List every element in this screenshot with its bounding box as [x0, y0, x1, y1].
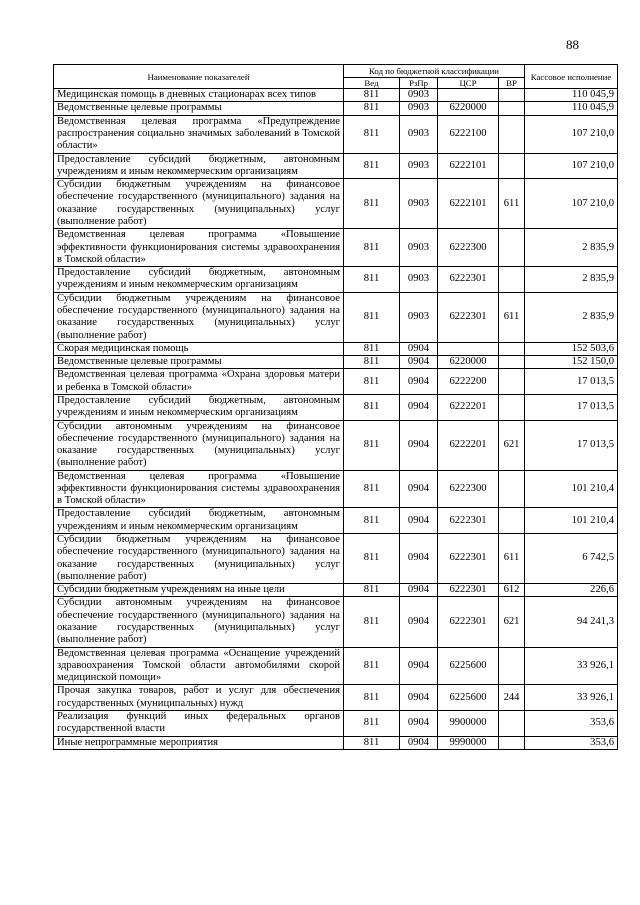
row-csr: 6222300	[438, 229, 499, 267]
row-vr: 611	[499, 179, 525, 229]
row-csr	[438, 89, 499, 102]
row-csr: 6222301	[438, 508, 499, 534]
row-csr: 6225600	[438, 685, 499, 711]
row-vr	[499, 356, 525, 369]
table-row	[54, 647, 618, 685]
row-rzpr: 0904	[400, 685, 438, 711]
table-body	[54, 89, 618, 750]
row-csr: 6222301	[438, 597, 499, 647]
row-rzpr: 0904	[400, 584, 438, 597]
row-csr: 6222101	[438, 179, 499, 229]
table-row	[54, 685, 618, 711]
row-amount: 226,6	[525, 584, 618, 597]
row-vr	[499, 267, 525, 293]
row-csr: 6225600	[438, 647, 499, 685]
row-name: Субсидии автономным учреждениям на финансовое обеспечение государственного (муниципального) задания на оказание государственных (муниципальных) услуг (выполнение работ)	[54, 597, 344, 647]
header-ved: Вед	[344, 78, 400, 89]
row-rzpr: 0904	[400, 356, 438, 369]
row-rzpr: 0904	[400, 597, 438, 647]
row-ved: 811	[344, 736, 400, 749]
row-name: Ведомственная целевая программа «Оснащение учреждений здравоохранения Томской области автомобилями скорой медицинской помощи»	[54, 647, 344, 685]
table-row	[54, 115, 618, 153]
row-csr: 6222301	[438, 534, 499, 584]
row-rzpr: 0903	[400, 153, 438, 179]
row-name: Предоставление субсидий бюджетным, автономным учреждениям и иным некоммерческим организациям	[54, 508, 344, 534]
row-amount: 33 926,1	[525, 647, 618, 685]
row-ved: 811	[344, 102, 400, 115]
row-csr: 6222301	[438, 292, 499, 342]
row-amount: 2 835,9	[525, 267, 618, 293]
row-csr: 6222300	[438, 470, 499, 508]
row-amount: 2 835,9	[525, 292, 618, 342]
header-amount: Кассовое исполнение	[525, 65, 618, 89]
row-vr	[499, 102, 525, 115]
row-rzpr: 0903	[400, 229, 438, 267]
row-ved: 811	[344, 584, 400, 597]
row-amount: 17 013,5	[525, 369, 618, 395]
row-name: Ведомственная целевая программа «Повышение эффективности функционирования системы здравоохранения в Томской области»	[54, 470, 344, 508]
row-amount: 152 150,0	[525, 356, 618, 369]
table-row	[54, 508, 618, 534]
row-rzpr: 0904	[400, 647, 438, 685]
row-csr: 6222200	[438, 369, 499, 395]
row-vr	[499, 89, 525, 102]
table-row	[54, 89, 618, 102]
row-ved: 811	[344, 508, 400, 534]
row-amount: 2 835,9	[525, 229, 618, 267]
row-rzpr: 0904	[400, 736, 438, 749]
row-ved: 811	[344, 267, 400, 293]
row-name: Скорая медицинская помощь	[54, 342, 344, 355]
table-row	[54, 584, 618, 597]
page-number: 88	[566, 37, 579, 52]
row-csr: 6222100	[438, 115, 499, 153]
header-code-group: Код по бюджетной классификации	[344, 65, 525, 78]
row-amount: 107 210,0	[525, 179, 618, 229]
table-row	[54, 394, 618, 420]
row-ved: 811	[344, 369, 400, 395]
row-csr	[438, 342, 499, 355]
table-row	[54, 534, 618, 584]
row-rzpr: 0903	[400, 115, 438, 153]
header-vr: ВР	[499, 78, 525, 89]
row-amount: 33 926,1	[525, 685, 618, 711]
row-name: Субсидии автономным учреждениям на финансовое обеспечение государственного (муниципального) задания на оказание государственных (муниципальных) услуг (выполнение работ)	[54, 420, 344, 470]
header-rzpr: РзПр	[400, 78, 438, 89]
row-ved: 811	[344, 394, 400, 420]
table-row	[54, 470, 618, 508]
row-vr	[499, 342, 525, 355]
table-row	[54, 102, 618, 115]
row-name: Ведомственные целевые программы	[54, 102, 344, 115]
row-csr: 6222301	[438, 267, 499, 293]
row-name: Предоставление субсидий бюджетным, автономным учреждениям и иным некоммерческим организациям	[54, 394, 344, 420]
budget-execution-table	[53, 64, 618, 750]
row-name: Иные непрограммные мероприятия	[54, 736, 344, 749]
row-amount: 107 210,0	[525, 153, 618, 179]
table-header	[54, 65, 618, 89]
row-csr: 6222101	[438, 153, 499, 179]
row-ved: 811	[344, 470, 400, 508]
row-rzpr: 0903	[400, 179, 438, 229]
table-row	[54, 420, 618, 470]
header-csr: ЦСР	[438, 78, 499, 89]
row-ved: 811	[344, 534, 400, 584]
row-vr	[499, 647, 525, 685]
row-ved: 811	[344, 356, 400, 369]
row-csr: 9990000	[438, 736, 499, 749]
row-amount: 110 045,9	[525, 102, 618, 115]
row-rzpr: 0903	[400, 267, 438, 293]
row-amount: 6 742,5	[525, 534, 618, 584]
row-amount: 107 210,0	[525, 115, 618, 153]
row-ved: 811	[344, 597, 400, 647]
row-ved: 811	[344, 710, 400, 736]
row-vr	[499, 229, 525, 267]
row-name: Субсидии бюджетным учреждениям на финансовое обеспечение государственного (муниципального) задания на оказание государственных (муниципальных) услуг (выполнение работ)	[54, 179, 344, 229]
row-name: Прочая закупка товаров, работ и услуг для обеспечения государственных (муниципальных) нужд	[54, 685, 344, 711]
table-row	[54, 292, 618, 342]
row-name: Субсидии бюджетным учреждениям на финансовое обеспечение государственного (муниципального) задания на оказание государственных (муниципальных) услуг (выполнение работ)	[54, 534, 344, 584]
row-rzpr: 0903	[400, 292, 438, 342]
row-rzpr: 0904	[400, 508, 438, 534]
row-ved: 811	[344, 153, 400, 179]
row-rzpr: 0904	[400, 394, 438, 420]
row-name: Ведомственная целевая программа «Повышение эффективности функционирования системы здравоохранения в Томской области»	[54, 229, 344, 267]
row-rzpr: 0904	[400, 420, 438, 470]
row-vr: 612	[499, 584, 525, 597]
row-vr: 611	[499, 292, 525, 342]
table-row	[54, 710, 618, 736]
row-name: Ведомственные целевые программы	[54, 356, 344, 369]
row-name: Ведомственная целевая программа «Охрана здоровья матери и ребенка в Томской области»	[54, 369, 344, 395]
row-name: Ведомственная целевая программа «Предупреждение распространения социально значимых заболеваний в Томской области»	[54, 115, 344, 153]
row-vr: 244	[499, 685, 525, 711]
header-name: Наименование показателей	[54, 65, 344, 89]
row-name: Предоставление субсидий бюджетным, автономным учреждениям и иным некоммерческим организациям	[54, 153, 344, 179]
row-vr	[499, 394, 525, 420]
row-ved: 811	[344, 342, 400, 355]
row-name: Субсидии бюджетным учреждениям на иные цели	[54, 584, 344, 597]
row-rzpr: 0903	[400, 102, 438, 115]
table-row	[54, 736, 618, 749]
row-ved: 811	[344, 179, 400, 229]
row-csr: 6222201	[438, 420, 499, 470]
row-ved: 811	[344, 229, 400, 267]
row-amount: 353,6	[525, 736, 618, 749]
table-row	[54, 342, 618, 355]
row-name: Медицинская помощь в дневных стационарах всех типов	[54, 89, 344, 102]
row-csr: 6220000	[438, 356, 499, 369]
row-rzpr: 0904	[400, 534, 438, 584]
row-amount: 353,6	[525, 710, 618, 736]
row-ved: 811	[344, 115, 400, 153]
row-amount: 101 210,4	[525, 470, 618, 508]
row-rzpr: 0904	[400, 342, 438, 355]
table-row	[54, 229, 618, 267]
table-row	[54, 153, 618, 179]
row-amount: 94 241,3	[525, 597, 618, 647]
row-csr: 9900000	[438, 710, 499, 736]
row-csr: 6222201	[438, 394, 499, 420]
row-vr: 621	[499, 597, 525, 647]
row-csr: 6220000	[438, 102, 499, 115]
row-ved: 811	[344, 420, 400, 470]
row-amount: 110 045,9	[525, 89, 618, 102]
row-name: Субсидии бюджетным учреждениям на финансовое обеспечение государственного (муниципального) задания на оказание государственных (муниципальных) услуг (выполнение работ)	[54, 292, 344, 342]
table-row	[54, 267, 618, 293]
row-amount: 101 210,4	[525, 508, 618, 534]
row-ved: 811	[344, 685, 400, 711]
row-vr: 621	[499, 420, 525, 470]
row-amount: 17 013,5	[525, 420, 618, 470]
row-ved: 811	[344, 292, 400, 342]
row-ved: 811	[344, 647, 400, 685]
row-name: Предоставление субсидий бюджетным, автономным учреждениям и иным некоммерческим организациям	[54, 267, 344, 293]
row-vr	[499, 470, 525, 508]
table-row	[54, 356, 618, 369]
row-vr	[499, 736, 525, 749]
row-vr	[499, 369, 525, 395]
row-rzpr: 0904	[400, 710, 438, 736]
row-vr	[499, 153, 525, 179]
row-rzpr: 0904	[400, 470, 438, 508]
row-rzpr: 0904	[400, 369, 438, 395]
row-name: Реализация функций иных федеральных органов государственной власти	[54, 710, 344, 736]
row-amount: 17 013,5	[525, 394, 618, 420]
row-amount: 152 503,6	[525, 342, 618, 355]
row-ved: 811	[344, 89, 400, 102]
table-row	[54, 597, 618, 647]
row-rzpr: 0903	[400, 89, 438, 102]
row-vr: 611	[499, 534, 525, 584]
row-vr	[499, 508, 525, 534]
row-csr: 6222301	[438, 584, 499, 597]
table-row	[54, 179, 618, 229]
table-row	[54, 369, 618, 395]
row-vr	[499, 115, 525, 153]
row-vr	[499, 710, 525, 736]
